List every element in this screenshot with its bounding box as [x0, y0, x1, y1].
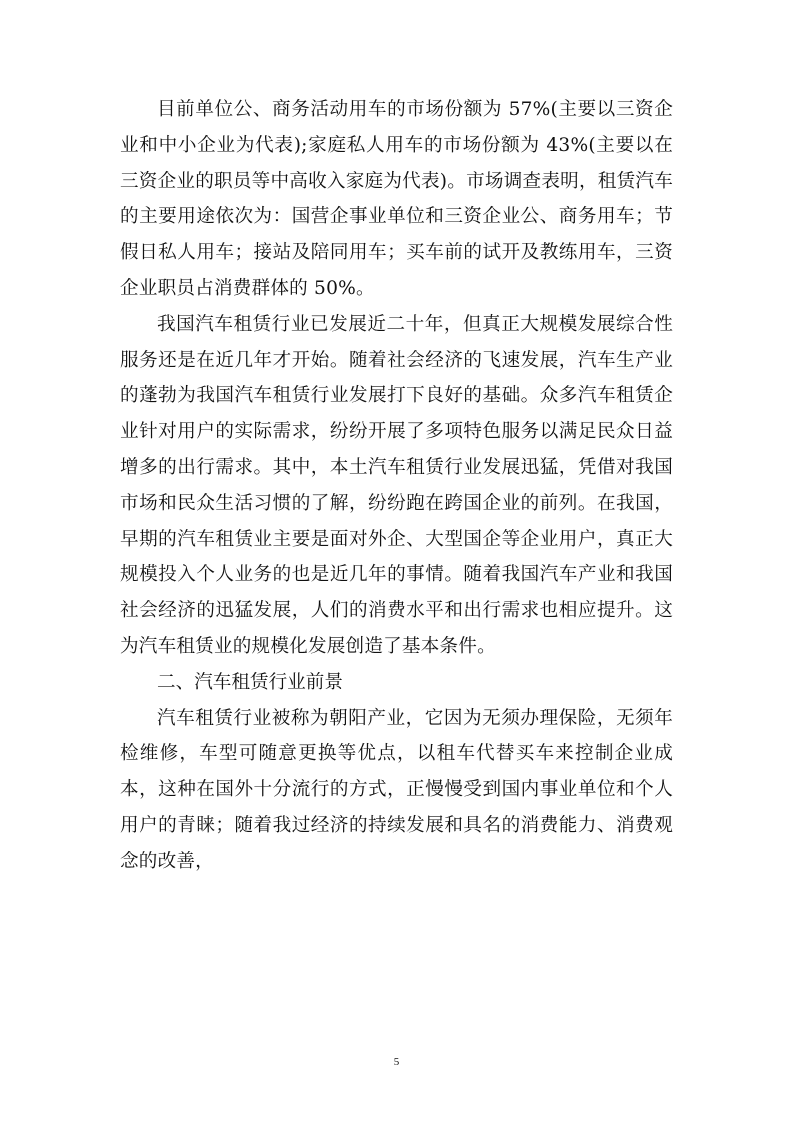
page-number: 5: [393, 1056, 400, 1068]
paragraph-market-share: 目前单位公、商务活动用车的市场份额为 57%(主要以三资企业和中小企业为代表);家庭私人用车的市场份额为 43%(主要以在三资企业的职员等中高收入家庭为代表)。市场调查表明，租赁汽车的主要用途依次为：国营企事业单位和三资企业公、商务用车；节假日私人用车；接站及陪同用车；买车前的试开及教练用车，三资企业职员占消费群体的 50%。: [120, 99, 673, 299]
paragraph-industry-prospects: 汽车租赁行业被称为朝阳产业，它因为无须办理保险，无须年检维修，车型可随意更换等优点，以租车代替买车来控制企业成本，这种在国外十分流行的方式，正慢慢受到国内事业单位和个人用户的青睐；随着我过经济的持续发展和具名的消费能力、消费观念的改善，: [120, 707, 673, 872]
page-body: [120, 92, 673, 880]
section-heading: 二、汽车租赁行业前景: [157, 671, 343, 693]
paragraph-industry-development: 我国汽车租赁行业已发展近二十年，但真正大规模发展综合性服务还是在近几年才开始。随着社会经济的飞速发展，汽车生产业的蓬勃为我国汽车租赁行业发展打下良好的基础。众多汽车租赁企业针对用户的实际需求，纷纷开展了多项特色服务以满足民众日益增多的出行需求。其中，本土汽车租赁行业发展迅猛，凭借对我国市场和民众生活习惯的了解，纷纷跑在跨国企业的前列。在我国，早期的汽车租赁业主要是面对外企、大型国企等企业用户，真正大规模投入个人业务的也是近几年的事情。随着我国汽车产业和我国社会经济的迅猛发展，人们的消费水平和出行需求也相应提升。这为汽车租赁业的规模化发展创造了基本条件。: [120, 313, 673, 657]
